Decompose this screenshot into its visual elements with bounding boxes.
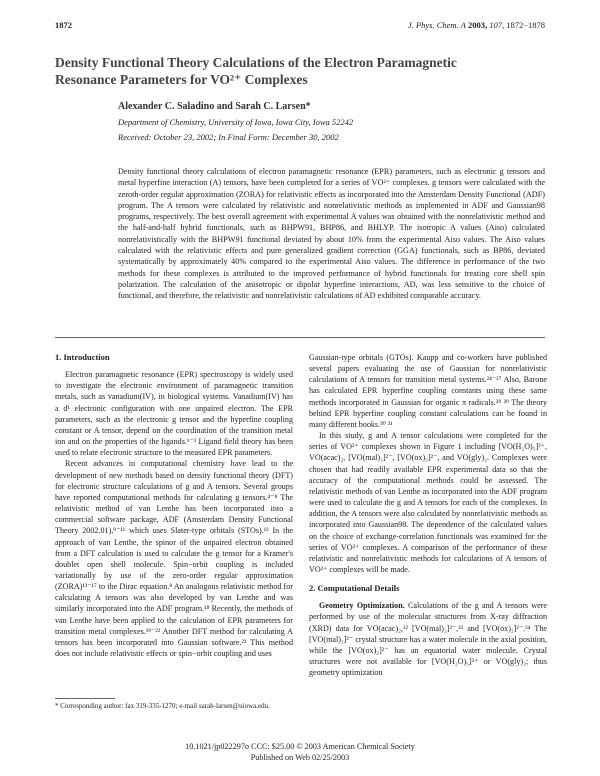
intro-paragraph-3: Gaussian-type orbitals (GTOs). Kaupp and co-workers have published several papers evaluating the use of Gaussian for nonrelativistic calculations of A tensors for transition metal systems.²⁴⁻²⁷ Also, Barone has calculated EPR hyperfine coupling constants using these same methods incorporated in Gaussian for organic π radicals.²⁸ ²⁹ The theory behind EPR hyperfine coupling constant calculations can be found in many different books.³⁰ ³¹ bbox=[309, 353, 547, 429]
section-gap bbox=[309, 575, 547, 583]
page-number: 1872 bbox=[55, 20, 72, 30]
intro-paragraph-2: Recent advances in computational chemistry have lead to the development of new methods based on density functional theory (DFT) for electronic structure calculations of g and A tensors. Several groups have reported computational methods for calculating g tensors.⁴⁻⁸ The relativistic method of van Lenthe has been incorporated into a commercial software package, ADF (Amsterdam Density Functional Theory 2002.01),⁹⁻¹¹ which uses Slater-type orbitals (STOs).¹² In the approach of van Lenthe, the spinor of the unpaired electron obtained from a DFT calculation is used to calculate the g tensor for a Kramer's doublet open shell molecule. Spin−orbit coupling is included variationally by use of the zero-order regular approximation (ZORA)¹³⁻¹⁷ to the Dirac equation.⁸ An analogous relativistic method for calculating A tensors was also developed by van Lenthe and was similarly incorporated into the ADF program.¹⁸ Recently, the methods of van Lenthe have been applied to the calculation of EPR parameters for transition metal complexes.¹⁹⁻²² Another DFT method for calculating A tensors has been incorporated into Gaussian software.²³ This method does not include relativistic effects or spin−orbit coupling and uses bbox=[55, 459, 293, 659]
computational-details-heading: 2. Computational Details bbox=[309, 583, 400, 594]
doi-footer bbox=[0, 741, 600, 763]
geometry-paragraph bbox=[309, 600, 547, 678]
left-column bbox=[55, 352, 293, 659]
footnote-divider bbox=[55, 698, 115, 699]
section-divider bbox=[55, 337, 545, 338]
article-title: Density Functional Theory Calculations of the Electron Paramagnetic Resonance Parameters for VO²⁺ Complexes bbox=[55, 55, 457, 87]
journal-pages: 1872−1878 bbox=[506, 20, 545, 30]
geometry-subheading: Geometry Optimization. bbox=[319, 601, 405, 611]
journal-year: 2003, bbox=[467, 20, 488, 30]
running-header bbox=[55, 20, 545, 34]
author-affiliation: Department of Chemistry, University of Iowa, Iowa City, Iowa 52242 bbox=[118, 117, 354, 127]
journal-citation bbox=[408, 20, 545, 30]
intro-paragraph-4: In this study, g and A tensor calculations were completed for the series of VO²⁺ complexes shown in Figure 1 including [VO(H₂O)₅]²⁺, VO(acac)₂, [VO(mal)₂]²⁻, [VO(ox)₂]²⁻, and VO(gly)₂. Complexes were chosen that had readily available EPR experimental data so that the accuracy of the computational methods could be assessed. The relativistic methods of van Lenthe as incorporated into the ADF program were used to calculate the g and A tensors for each of the complexes. In addition, the A tensors were also calculated by nonrelativistic methods as incorporated into Gaussian98. The dependence of the calculated values on the choice of exchange-correlation functionals was examined for the series of VO²⁺ complexes. A comparison of the performance of these relativistic and nonrelativistic methods for calculations of A tensors of VO²⁺ complexes will be made. bbox=[309, 431, 547, 574]
intro-paragraph-1: Electron paramagnetic resonance (EPR) spectroscopy is widely used to investigate the electronic environment of paramagnetic transition metals, such as vanadium(IV), in biological systems. Vanadium(IV) has a d¹ electronic configuration with one unpaired electron. The EPR parameters, such as the electronic g tensor and the hyperfine coupling constant or A tensor, depend on the coordination of the transition metal ion and on the properties of the ligands.¹⁻³ Ligand field theory has been used to relate electronic structure to the measured EPR parameters. bbox=[55, 370, 293, 458]
journal-name: J. Phys. Chem. A bbox=[407, 20, 466, 30]
right-column bbox=[309, 352, 547, 678]
abstract: Density functional theory calculations of electron paramagnetic resonance (EPR) parameters, such as electronic g tensors and metal hyperfine interaction (A) tensors, have been completed for a series of VO²⁺ complexes. g tensors were calculated with the zeroth-order regular approximation (ZORA) for relativistic effects as incorporated into the Amsterdam Density Functional (ADF) program. The A tensors were calculated by relativistic and nonrelativistic methods as implemented in ADF and Gaussian98 programs, respectively. The best overall agreement with experimental A values was obtained with the nonrelativistic method and the half-and-half hybrid functionals, such as BHPW91, BHP86, and BHLYP. The isotropic A values (Aiso) calculated nonrelativistically with the BHPW91 functional deviated by about 10% from the experimental Aiso values. The Aiso values calculated with the relativistic effects and pure generalized gradient correction (GGA) functionals, such as BP86, deviated systematically by approximately 40% compared to the experimental Aiso values. The difference in performance of the two methods for these complexes is attributed to the improved performance of hybrid functionals for treating core shell spin polarization. The calculation of the anisotropic or dipolar hyperfine interactions, AD, was less sensitive to the choice of functional, and therefore, the relativistic and nonrelativistic calculations of AD exhibited comparable accuracy. bbox=[118, 167, 545, 301]
corresponding-author-footnote: * Corresponding author: fax 319-335-1270; e-mail sarah-larsen@uiowa.edu. bbox=[55, 702, 270, 710]
received-dates: Received: October 23, 2002; In Final Form: December 30, 2002 bbox=[118, 132, 339, 142]
published-date: Published on Web 02/25/2003 bbox=[250, 753, 350, 762]
doi-line: 10.1021/jp022297o CCC: $25.00 © 2003 American Chemical Society bbox=[185, 742, 415, 751]
journal-volume: 107, bbox=[489, 20, 505, 30]
introduction-heading: 1. Introduction bbox=[55, 352, 110, 362]
geometry-text: Calculations of the g and A tensors were performed by use of the molecular structures from X-ray diffraction (XRD) data for VO(acac)₂,³² [VO(mal)₂]²⁻,³³ and [VO(ox)₂]²⁻.³⁴ The [VO(mal)₂]²⁻ crystal structure has a water molecule in the axial position, while the [VO(ox)₂]²⁻ has an equatorial water molecule. Crystal structures were not available for [VO(H₂O)₅]²⁺ or VO(gly)₂; thus geometry optimization bbox=[309, 601, 547, 678]
article-authors: Alexander C. Saladino and Sarah C. Larsen* bbox=[118, 101, 311, 112]
